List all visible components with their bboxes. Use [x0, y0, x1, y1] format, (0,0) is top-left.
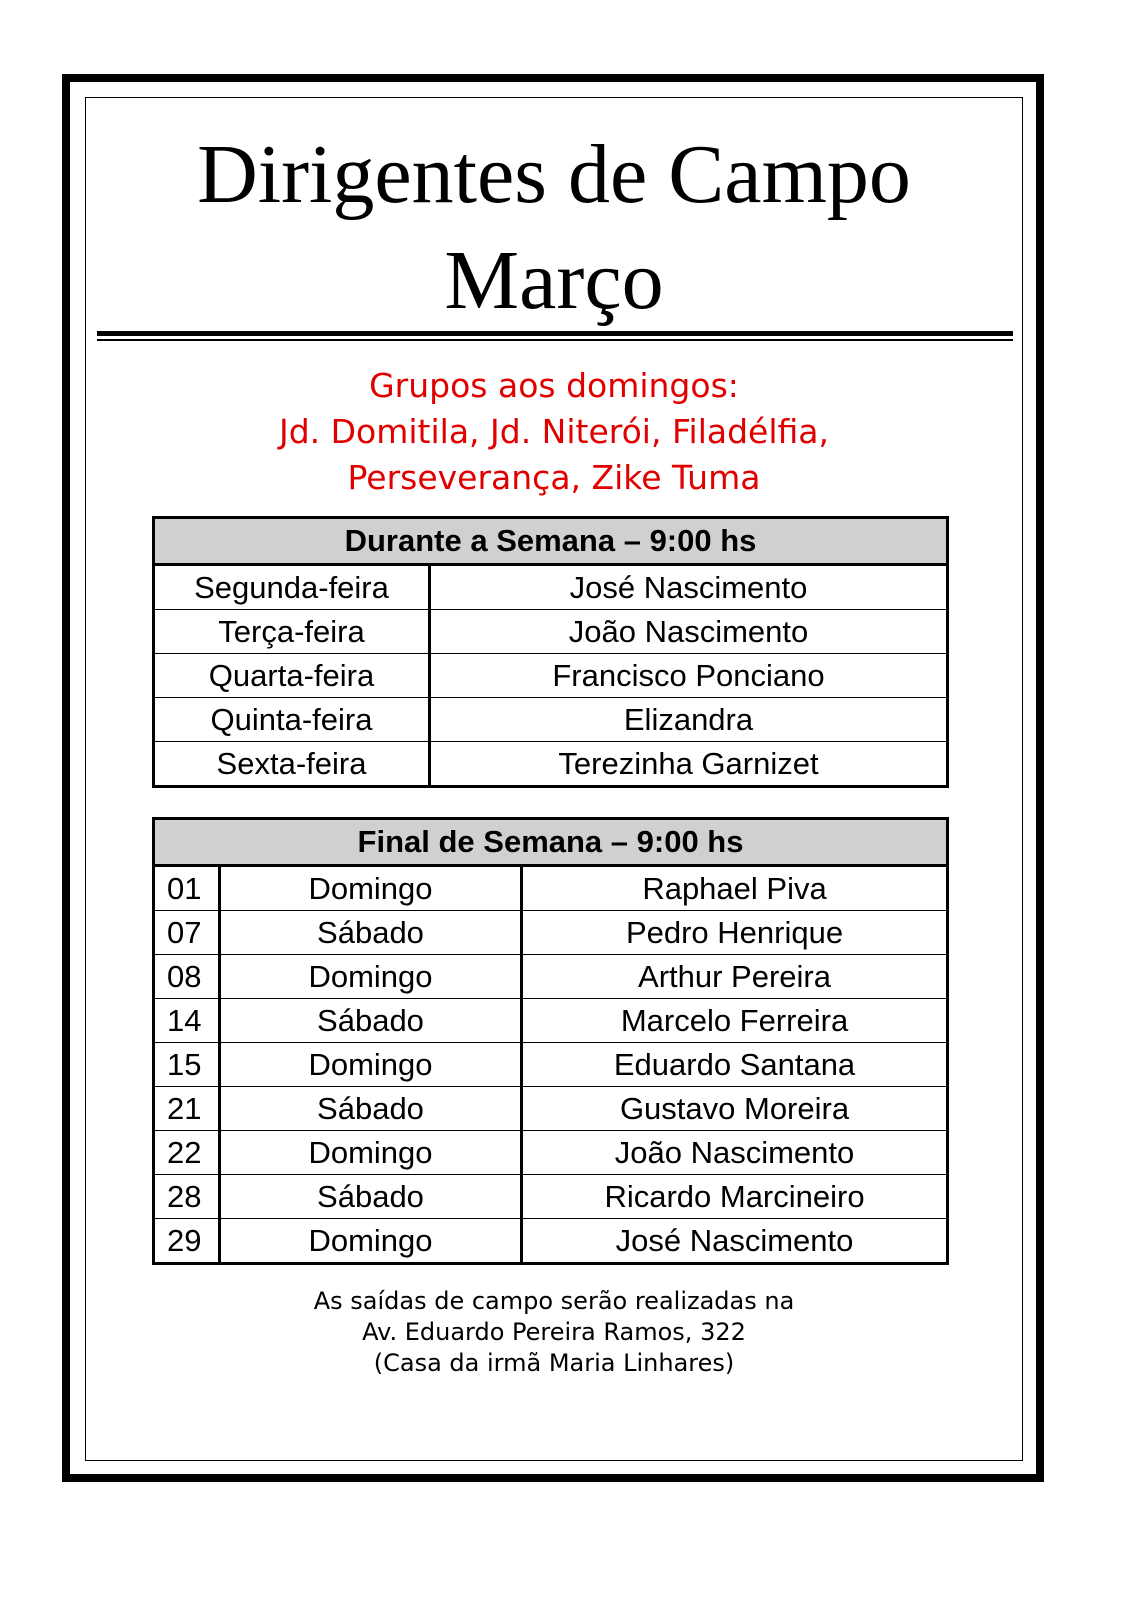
weekend-row — [154, 911, 948, 955]
weekend-date-cell: 01 — [154, 866, 220, 911]
weekday-row — [154, 742, 948, 787]
weekend-leader-cell: Raphael Piva — [522, 866, 948, 911]
weekday-leader-cell: Elizandra — [430, 698, 948, 742]
weekend-leader-cell: José Nascimento — [522, 1219, 948, 1264]
weekend-date-cell: 28 — [154, 1175, 220, 1219]
weekend-day-cell: Domingo — [220, 955, 522, 999]
weekend-leader-cell: Marcelo Ferreira — [522, 999, 948, 1043]
weekend-schedule-table — [152, 817, 949, 1265]
weekend-day-cell: Sábado — [220, 911, 522, 955]
weekend-row — [154, 866, 948, 911]
groups-list-line-1: Jd. Domitila, Jd. Niterói, Filadélfia, — [278, 412, 830, 451]
weekend-row — [154, 1087, 948, 1131]
footer-note-line-3: (Casa da irmã Maria Linhares) — [373, 1349, 735, 1377]
weekend-row — [154, 1175, 948, 1219]
page-title: Dirigentes de Campo — [197, 128, 911, 221]
weekend-row — [154, 1131, 948, 1175]
weekday-schedule-table — [152, 516, 949, 788]
weekday-day-cell: Quarta-feira — [154, 654, 430, 698]
divider-thin — [97, 339, 1013, 341]
weekday-row — [154, 698, 948, 742]
page-subtitle-month: Março — [444, 234, 664, 327]
weekend-date-cell: 07 — [154, 911, 220, 955]
groups-heading: Grupos aos domingos: — [369, 366, 739, 405]
weekend-day-cell: Sábado — [220, 999, 522, 1043]
weekday-table-header: Durante a Semana – 9:00 hs — [154, 518, 948, 565]
weekend-day-cell: Domingo — [220, 1131, 522, 1175]
footer-address: Av. Eduardo Pereira Ramos, 322 — [362, 1318, 746, 1346]
weekend-row — [154, 1219, 948, 1264]
divider-thick — [97, 331, 1013, 336]
weekday-leader-cell: José Nascimento — [430, 565, 948, 610]
weekday-row — [154, 654, 948, 698]
weekday-day-cell: Terça-feira — [154, 610, 430, 654]
weekday-row — [154, 565, 948, 610]
footer-note-line-1: As saídas de campo serão realizadas na — [313, 1287, 795, 1315]
weekend-leader-cell: Gustavo Moreira — [522, 1087, 948, 1131]
weekday-leader-cell: Terezinha Garnizet — [430, 742, 948, 787]
weekend-day-cell: Domingo — [220, 1219, 522, 1264]
weekend-leader-cell: João Nascimento — [522, 1131, 948, 1175]
weekday-day-cell: Sexta-feira — [154, 742, 430, 787]
weekday-leader-cell: Francisco Ponciano — [430, 654, 948, 698]
weekend-day-cell: Domingo — [220, 866, 522, 911]
weekend-table-header: Final de Semana – 9:00 hs — [154, 819, 948, 866]
weekend-date-cell: 21 — [154, 1087, 220, 1131]
weekend-day-cell: Domingo — [220, 1043, 522, 1087]
weekend-leader-cell: Ricardo Marcineiro — [522, 1175, 948, 1219]
weekday-leader-cell: João Nascimento — [430, 610, 948, 654]
weekend-leader-cell: Eduardo Santana — [522, 1043, 948, 1087]
weekday-row — [154, 610, 948, 654]
weekday-day-cell: Quinta-feira — [154, 698, 430, 742]
weekend-date-cell: 08 — [154, 955, 220, 999]
weekend-date-cell: 22 — [154, 1131, 220, 1175]
weekend-row — [154, 1043, 948, 1087]
weekend-date-cell: 14 — [154, 999, 220, 1043]
weekend-date-cell: 15 — [154, 1043, 220, 1087]
weekend-day-cell: Sábado — [220, 1175, 522, 1219]
weekend-day-cell: Sábado — [220, 1087, 522, 1131]
weekend-date-cell: 29 — [154, 1219, 220, 1264]
weekday-day-cell: Segunda-feira — [154, 565, 430, 610]
weekend-row — [154, 955, 948, 999]
weekend-row — [154, 999, 948, 1043]
groups-list-line-2: Perseverança, Zike Tuma — [347, 458, 761, 497]
weekend-leader-cell: Pedro Henrique — [522, 911, 948, 955]
weekend-leader-cell: Arthur Pereira — [522, 955, 948, 999]
